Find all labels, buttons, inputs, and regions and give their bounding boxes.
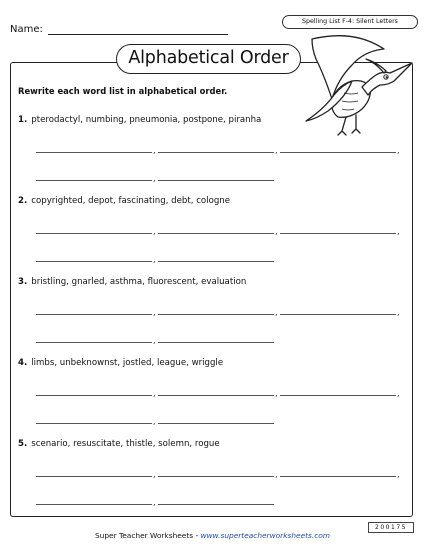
- question-number: 4.: [18, 358, 28, 368]
- answer-line[interactable]: [158, 395, 274, 396]
- answer-line[interactable]: [36, 180, 152, 181]
- answer-comma: ,: [153, 308, 156, 317]
- instructions-text: Rewrite each word list in alphabetical order.: [18, 86, 228, 96]
- question-words: bristling, gnarled, asthma, fluorescent, evaluation: [31, 277, 247, 287]
- answer-comma: ,: [275, 146, 278, 155]
- answer-line[interactable]: [158, 423, 274, 424]
- answer-comma: ,: [153, 174, 156, 183]
- question-words: copyrighted, depot, fascinating, debt, cologne: [31, 196, 231, 206]
- answer-line[interactable]: [36, 314, 152, 315]
- question-number: 5.: [18, 439, 28, 449]
- answer-line[interactable]: [280, 476, 396, 477]
- footer-site-name: Super Teacher Worksheets: [94, 531, 194, 540]
- answer-comma: ,: [397, 470, 400, 479]
- answer-line[interactable]: [158, 261, 274, 262]
- question-2: [18, 196, 230, 206]
- footer-url-link[interactable]: www.superteacherworksheets.com: [200, 531, 330, 540]
- worksheet-code: 200175: [368, 522, 414, 533]
- answer-line[interactable]: [36, 476, 152, 477]
- answer-line[interactable]: [158, 342, 274, 343]
- answer-line[interactable]: [280, 314, 396, 315]
- answer-line[interactable]: [158, 504, 274, 505]
- question-number: 3.: [18, 277, 28, 287]
- question-number: 2.: [18, 196, 28, 206]
- answer-line[interactable]: [280, 152, 396, 153]
- answer-line[interactable]: [36, 423, 152, 424]
- answer-comma: ,: [275, 470, 278, 479]
- question-number: 1.: [18, 115, 28, 125]
- answer-comma: ,: [153, 470, 156, 479]
- question-1: [18, 115, 261, 125]
- answer-line[interactable]: [36, 342, 152, 343]
- question-4: [18, 358, 223, 368]
- footer: [0, 531, 425, 540]
- answer-line[interactable]: [158, 180, 274, 181]
- question-words: pterodactyl, numbing, pneumonia, postpone, piranha: [31, 115, 262, 125]
- answer-comma: ,: [153, 255, 156, 264]
- answer-comma: ,: [153, 227, 156, 236]
- answer-comma: ,: [397, 146, 400, 155]
- answer-line[interactable]: [36, 233, 152, 234]
- answer-comma: ,: [397, 308, 400, 317]
- answer-line[interactable]: [36, 261, 152, 262]
- question-words: scenario, resuscitate, thistle, solemn, rogue: [31, 439, 220, 449]
- answer-line[interactable]: [36, 395, 152, 396]
- answer-line[interactable]: [280, 233, 396, 234]
- question-3: [18, 277, 246, 287]
- answer-comma: ,: [275, 308, 278, 317]
- answer-line[interactable]: [158, 233, 274, 234]
- question-words: limbs, unbeknownst, jostled, league, wriggle: [31, 358, 224, 368]
- answer-comma: ,: [153, 146, 156, 155]
- answer-line[interactable]: [158, 476, 274, 477]
- answer-comma: ,: [275, 389, 278, 398]
- answer-comma: ,: [397, 227, 400, 236]
- answer-line[interactable]: [280, 395, 396, 396]
- page-title: Alphabetical Order: [116, 44, 301, 74]
- answer-line[interactable]: [158, 314, 274, 315]
- answer-line[interactable]: [36, 504, 152, 505]
- answer-comma: ,: [153, 417, 156, 426]
- answer-comma: ,: [397, 389, 400, 398]
- name-label: Name:: [10, 24, 43, 35]
- footer-separator: -: [193, 531, 201, 540]
- answer-comma: ,: [153, 336, 156, 345]
- spelling-list-badge: Spelling List F-4: Silent Letters: [282, 15, 418, 29]
- answer-comma: ,: [153, 498, 156, 507]
- answer-comma: ,: [153, 389, 156, 398]
- answer-comma: ,: [275, 227, 278, 236]
- pterodactyl-icon: [294, 23, 416, 139]
- name-field[interactable]: [48, 34, 228, 35]
- question-5: [18, 439, 220, 449]
- answer-line[interactable]: [158, 152, 274, 153]
- answer-line[interactable]: [36, 152, 152, 153]
